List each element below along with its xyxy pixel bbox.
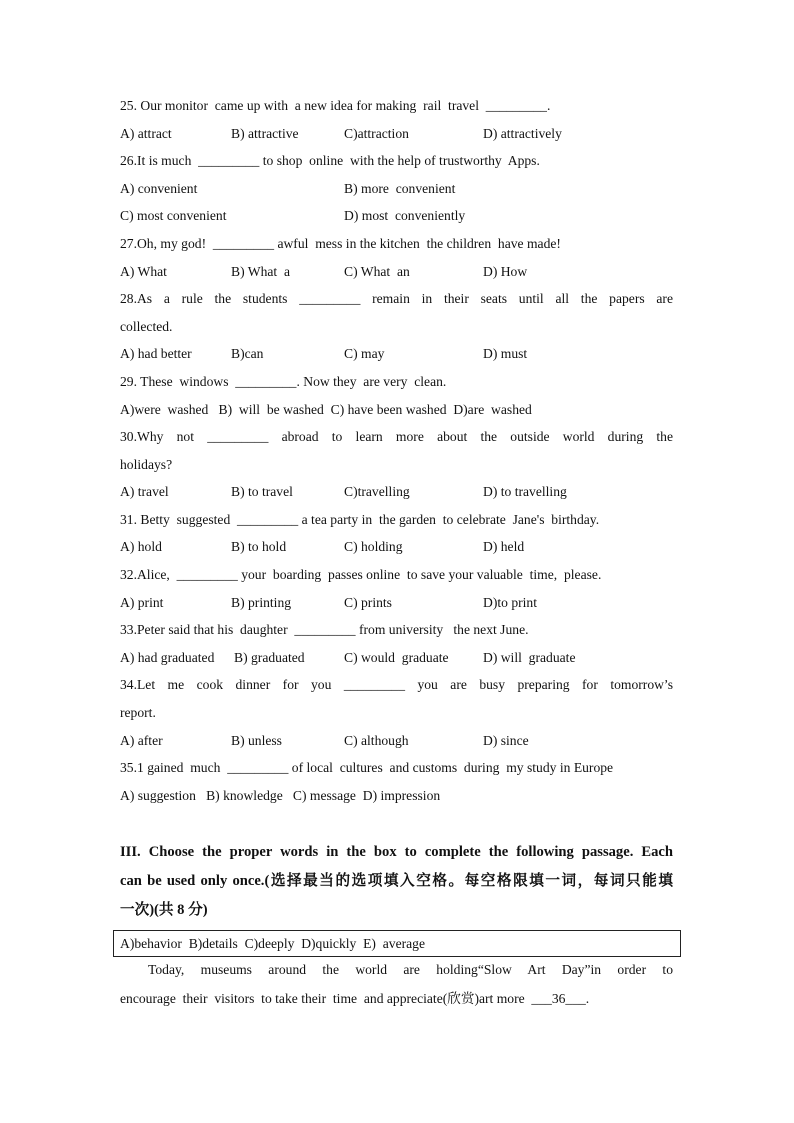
option-a: A) attract — [120, 126, 172, 141]
option-a: A) hold — [120, 539, 162, 554]
question-34-stem-cont: report. — [120, 705, 156, 720]
question-27-stem: 27.Oh, my god! _________ awful mess in the kitchen the children have made! — [120, 236, 561, 251]
question-25-stem: 25. Our monitor came up with a new idea for making rail travel _________. — [120, 98, 551, 113]
question-26-stem: 26.It is much _________ to shop online with the help of trustworthy Apps. — [120, 153, 540, 168]
question-30-stem: 30.Why not _________ abroad to learn more about the outside world during the — [120, 429, 673, 444]
option-c: C) may — [344, 346, 385, 361]
question-34-stem: 34.Let me cook dinner for you _________ you are busy preparing for tomorrow’s — [120, 677, 673, 692]
option-d: D) How — [483, 264, 528, 279]
option-b: B) more convenient — [344, 181, 456, 196]
question-28-stem-cont: collected. — [120, 319, 173, 334]
option-b: B)can — [231, 346, 264, 361]
question-35-stem: 35.1 gained much _________ of local cultures and customs during my study in Europe — [120, 760, 614, 775]
section-heading-line2: can be used only once.(选择最当的选项填入空格。每空格限填一词，每词只能填 — [120, 873, 673, 889]
option-d: D) most conveniently — [344, 208, 466, 223]
question-28-stem: 28.As a rule the students _________ remain in their seats until all the papers are — [120, 291, 673, 306]
option-b: B) printing — [231, 595, 292, 610]
option-a: A) travel — [120, 484, 169, 499]
option-c: C) holding — [344, 539, 403, 554]
option-d: D) will graduate — [483, 650, 576, 665]
question-32-stem: 32.Alice, _________ your boarding passes online to save your valuable time, please. — [120, 567, 602, 582]
section-heading-line3: 一次)(共 8 分) — [120, 902, 208, 918]
option-a: A) after — [120, 733, 163, 748]
question-33-stem: 33.Peter said that his daughter _________ from university the next June. — [120, 622, 529, 637]
option-c: C) would graduate — [344, 650, 449, 665]
question-29-stem: 29. These windows _________. Now they are very clean. — [120, 374, 447, 389]
passage-line2: encourage their visitors to take their time and appreciate(欣赏)art more ___36___. — [120, 991, 590, 1006]
section-heading-line1: III. Choose the proper words in the box to complete the following passage. Each — [120, 844, 673, 860]
question-31-stem: 31. Betty suggested _________ a tea party in the garden to celebrate Jane's birthday. — [120, 512, 600, 527]
option-a: A) had graduated — [120, 650, 215, 665]
option-d: D) attractively — [483, 126, 562, 141]
option-c: C) although — [344, 733, 409, 748]
question-35-options: A) suggestion B) knowledge C) message D) impression — [120, 788, 441, 803]
option-c: C) prints — [344, 595, 392, 610]
option-b: B) unless — [231, 733, 282, 748]
option-d: D) since — [483, 733, 529, 748]
option-d: D) held — [483, 539, 525, 554]
option-b: B) to hold — [231, 539, 287, 554]
option-d: D) to travelling — [483, 484, 567, 499]
option-b: B) to travel — [231, 484, 293, 499]
option-a: A) convenient — [120, 181, 198, 196]
question-30-stem-cont: holidays? — [120, 457, 173, 472]
option-a: A) What — [120, 264, 167, 279]
option-a: A) had better — [120, 346, 192, 361]
option-c: C)travelling — [344, 484, 410, 499]
option-d: D)to print — [483, 595, 537, 610]
option-c: C)attraction — [344, 126, 409, 141]
word-box: A)behavior B)details C)deeply D)quickly E) average — [113, 930, 681, 957]
question-29-options: A)were washed B) will be washed C) have been washed D)are washed — [120, 402, 532, 417]
option-c: C) most convenient — [120, 208, 227, 223]
option-d: D) must — [483, 346, 528, 361]
option-b: B) attractive — [231, 126, 299, 141]
option-c: C) What an — [344, 264, 410, 279]
option-b: B) graduated — [234, 650, 305, 665]
option-a: A) print — [120, 595, 164, 610]
option-b: B) What a — [231, 264, 291, 279]
passage-line1: Today, museums around the world are holding“Slow Art Day”in order to — [148, 962, 673, 977]
